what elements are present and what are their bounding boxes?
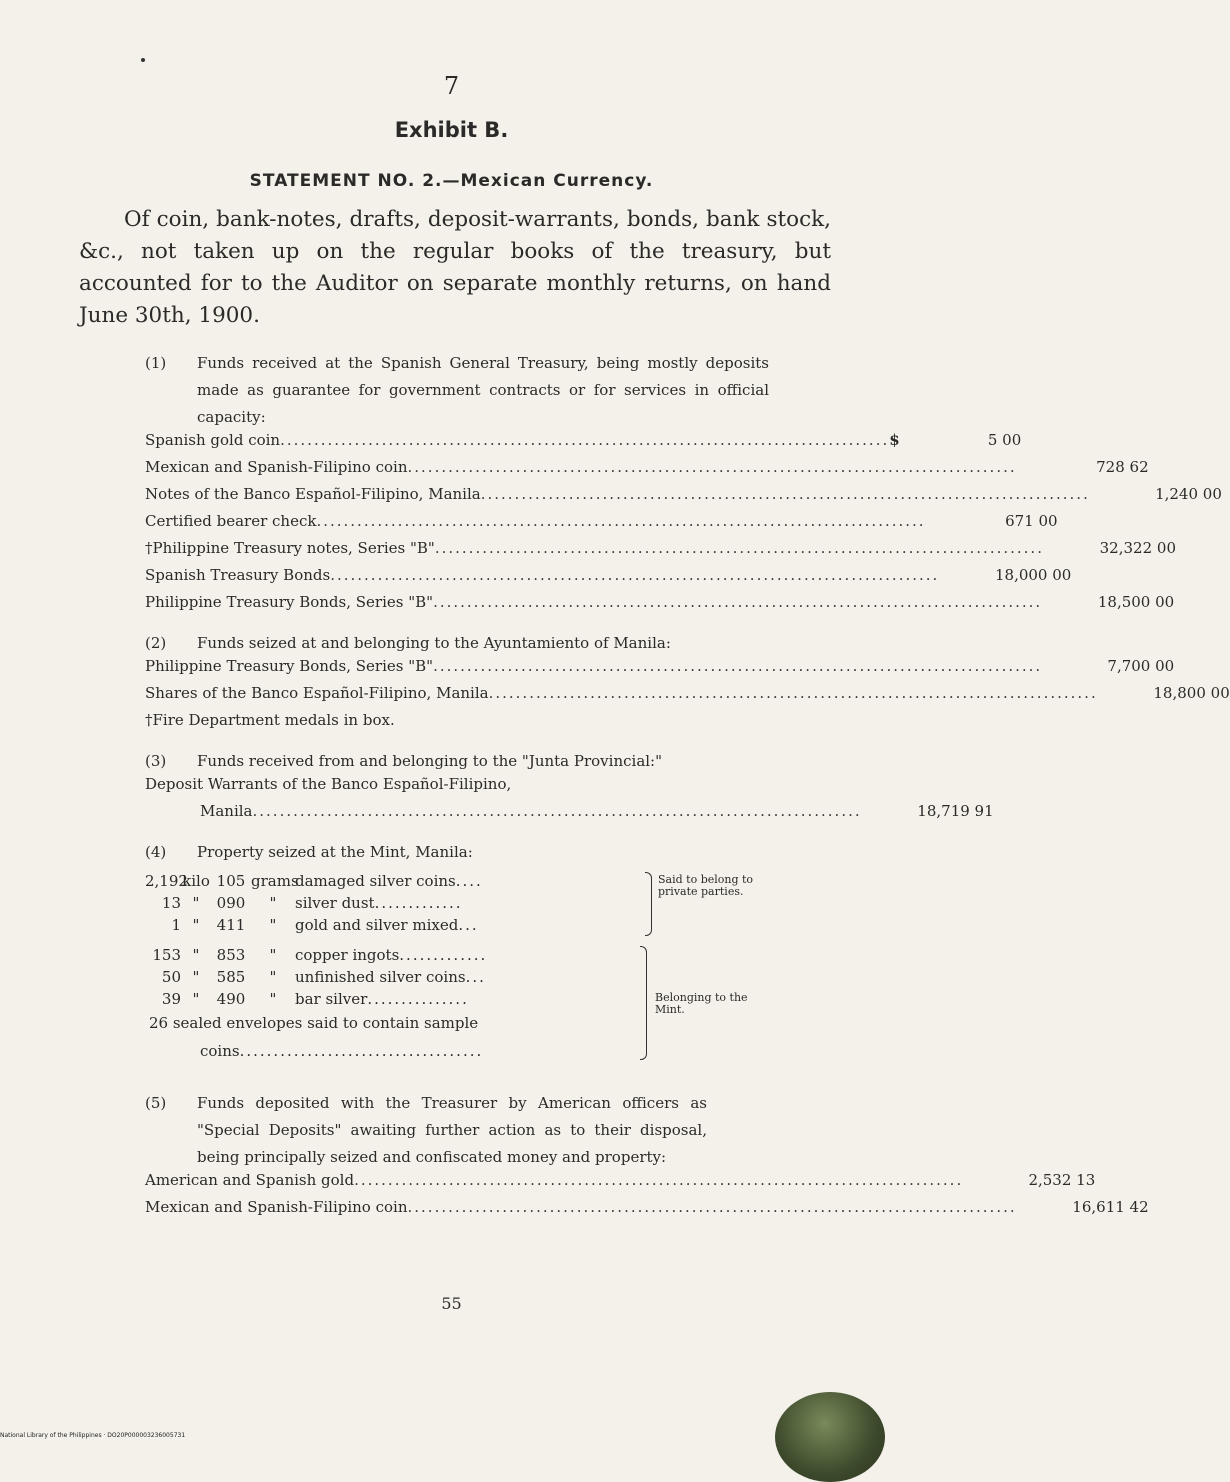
leader-dots: .......................................................................................... <box>252 802 862 820</box>
row-label: Philippine Treasury Bonds, Series "B" <box>145 657 434 675</box>
page-number: 7 <box>443 72 460 100</box>
unit-kilo: " <box>192 946 200 964</box>
leader-dots: ............. <box>374 894 463 912</box>
section-number: (2) <box>145 634 167 652</box>
weight-grams: 490 <box>216 990 246 1008</box>
unit-grams: " <box>269 990 277 1008</box>
section-heading-text: Funds received at the Spanish General Treasury, being mostly deposits made as guarantee for government contracts or for services in official capacity: <box>197 354 769 426</box>
row-amount: 2,532 13 <box>1028 1171 1096 1189</box>
row-amount: 18,800 00 <box>1153 684 1230 702</box>
row-label: Spanish gold coin <box>145 431 281 449</box>
weight-grams: 105 <box>216 872 246 890</box>
ledger-row <box>145 802 994 829</box>
scan-credit: National Library of the Philippines · DO20P000003236005731 <box>0 1432 186 1439</box>
statement-body <box>145 340 1230 1225</box>
mint-row <box>145 914 637 936</box>
unit-kilo: " <box>192 990 200 1008</box>
weight-kilos: 39 <box>161 990 181 1008</box>
leader-dots: .......................................................................................... <box>488 684 1098 702</box>
row-amount: 1,240 00 <box>1155 485 1222 503</box>
section-number: (3) <box>145 752 167 770</box>
item-description: gold and silver mixed <box>295 916 459 934</box>
unit-kilo: " <box>192 894 200 912</box>
unit-kilo: " <box>192 968 200 986</box>
ledger-row <box>145 458 1149 485</box>
row-label: Manila <box>200 802 253 820</box>
leader-dots: .......................................................................................... <box>354 1171 964 1189</box>
row-label: American and Spanish gold <box>145 1171 355 1189</box>
row-label: Deposit Warrants of the Banco Español-Filipino, <box>145 775 512 793</box>
leader-dots: .......................................................................................... <box>280 431 890 449</box>
ledger-row <box>145 566 1072 593</box>
exhibit-title: Exhibit B. <box>394 118 509 142</box>
coins-label: coins <box>200 1042 240 1060</box>
envelopes-description: 26 sealed envelopes said to contain sample <box>149 1014 479 1032</box>
row-amount: 5 00 <box>987 431 1022 449</box>
leader-dots: .......................................................................................... <box>433 657 1043 675</box>
statement-title: STATEMENT NO. 2.—Mexican Currency. <box>249 171 654 191</box>
leader-dots: .......................................................................................... <box>433 593 1043 611</box>
unit-grams: " <box>269 946 277 964</box>
row-label: Shares of the Banco Español-Filipino, Manila <box>145 684 489 702</box>
unit-kilo: " <box>192 916 200 934</box>
ledger-row <box>145 657 1175 684</box>
row-amount: 32,322 00 <box>1099 539 1176 557</box>
dollar-sign: $ <box>889 431 900 449</box>
leader-dots: .......................................................................................... <box>316 512 926 530</box>
ledger-row <box>145 539 1176 566</box>
row-label: Notes of the Banco Español-Filipino, Manila <box>145 485 481 503</box>
unit-grams: " <box>269 894 277 912</box>
scanner-thumb-shadow <box>775 1392 885 1482</box>
row-label: Spanish Treasury Bonds <box>145 566 331 584</box>
row-label: Certified bearer check <box>145 512 317 530</box>
leader-dots: .... <box>455 872 483 890</box>
footer-page-number: 55 <box>441 1294 462 1313</box>
row-amount: 18,719 91 <box>917 802 994 820</box>
item-description: copper ingots <box>295 946 400 964</box>
row-amount: 16,611 42 <box>1072 1198 1149 1216</box>
note-private-parties: Said to belong to private parties. <box>658 873 754 898</box>
leader-dots: .................................... <box>239 1042 484 1060</box>
leader-dots: ... <box>465 968 486 986</box>
ledger-row <box>145 431 1022 458</box>
unit-grams: grams <box>251 872 299 890</box>
ledger-row <box>145 512 1058 539</box>
leader-dots: .......................................................................................... <box>434 539 1044 557</box>
weight-grams: 411 <box>216 916 246 934</box>
row-amount: 671 00 <box>1005 512 1058 530</box>
brace-private <box>645 872 652 936</box>
section-number: (4) <box>145 843 167 861</box>
leader-dots: .......................................................................................... <box>407 1198 1017 1216</box>
ledger-row <box>145 593 1175 620</box>
brace-mint <box>640 946 647 1060</box>
row-label: Mexican and Spanish-Filipino coin <box>145 458 408 476</box>
section-5-heading <box>145 1090 707 1171</box>
item-description: silver dust <box>295 894 375 912</box>
leader-dots: .......................................................................................... <box>330 566 940 584</box>
mint-row <box>145 966 637 988</box>
weight-kilos: 153 <box>152 946 181 964</box>
item-description: bar silver <box>295 990 368 1008</box>
note-belonging-mint: Belonging to the Mint. <box>655 991 748 1016</box>
mint-property-table <box>145 866 785 1080</box>
weight-kilos: 13 <box>161 894 181 912</box>
weight-kilos: 50 <box>161 968 181 986</box>
mint-row <box>145 944 637 966</box>
intro-paragraph: Of coin, bank-notes, drafts, deposit-warrants, bonds, bank stock, &c., not taken up on the regular books of the treasury, but accounted for to the Auditor on separate monthly returns, on hand June 30th, 1900. <box>79 207 831 328</box>
leader-dots: .......................................................................................... <box>407 458 1017 476</box>
unit-grams: " <box>269 916 277 934</box>
mint-row <box>145 870 637 892</box>
section-heading-text: Property seized at the Mint, Manila: <box>197 843 473 861</box>
item-description: damaged silver coins <box>295 872 456 890</box>
ledger-row <box>145 775 785 802</box>
ledger-row <box>145 684 1230 711</box>
section-4-heading <box>145 839 769 866</box>
weight-kilos: 2,192 <box>145 872 188 890</box>
section-2-heading <box>145 630 717 657</box>
weight-kilos: 1 <box>171 916 181 934</box>
mint-row-coins <box>200 1040 637 1062</box>
weight-grams: 090 <box>216 894 246 912</box>
row-amount: 18,000 00 <box>994 566 1072 584</box>
ledger-row <box>145 711 785 738</box>
section-heading-text: Funds deposited with the Treasurer by American officers as "Special Deposits" awaiting further action as to their disposal, being principally seized and confiscated money and property: <box>197 1094 707 1166</box>
row-label: †Fire Department medals in box. <box>145 711 395 729</box>
section-3-heading <box>145 748 717 775</box>
leader-dots: ............. <box>399 946 488 964</box>
ledger-row <box>145 1171 1096 1198</box>
row-label: †Philippine Treasury notes, Series "B" <box>145 539 435 557</box>
leader-dots: .......................................................................................... <box>480 485 1090 503</box>
leader-dots: ... <box>458 916 479 934</box>
leader-dots: ............... <box>367 990 469 1008</box>
row-label: Mexican and Spanish-Filipino coin <box>145 1198 408 1216</box>
section-number: (1) <box>145 354 167 372</box>
row-amount: 18,500 00 <box>1097 593 1175 611</box>
section-number: (5) <box>145 1094 167 1112</box>
mint-row <box>145 988 637 1010</box>
weight-grams: 585 <box>216 968 246 986</box>
weight-grams: 853 <box>216 946 246 964</box>
ledger-row <box>145 485 1222 512</box>
row-amount: 728 62 <box>1096 458 1149 476</box>
ledger-row <box>145 1198 1149 1225</box>
item-description: unfinished silver coins <box>295 968 466 986</box>
unit-grams: " <box>269 968 277 986</box>
section-heading-text: Funds seized at and belonging to the Ayuntamiento of Manila: <box>197 634 671 652</box>
section-1-heading <box>145 350 769 431</box>
stray-ink-mark <box>141 58 145 62</box>
section-heading-text: Funds received from and belonging to the "Junta Provincial:" <box>197 752 663 770</box>
mint-row <box>145 892 637 914</box>
row-amount: 7,700 00 <box>1107 657 1175 675</box>
unit-kilo: kilo <box>182 872 210 890</box>
row-label: Philippine Treasury Bonds, Series "B" <box>145 593 434 611</box>
mint-row-envelopes <box>149 1012 641 1034</box>
